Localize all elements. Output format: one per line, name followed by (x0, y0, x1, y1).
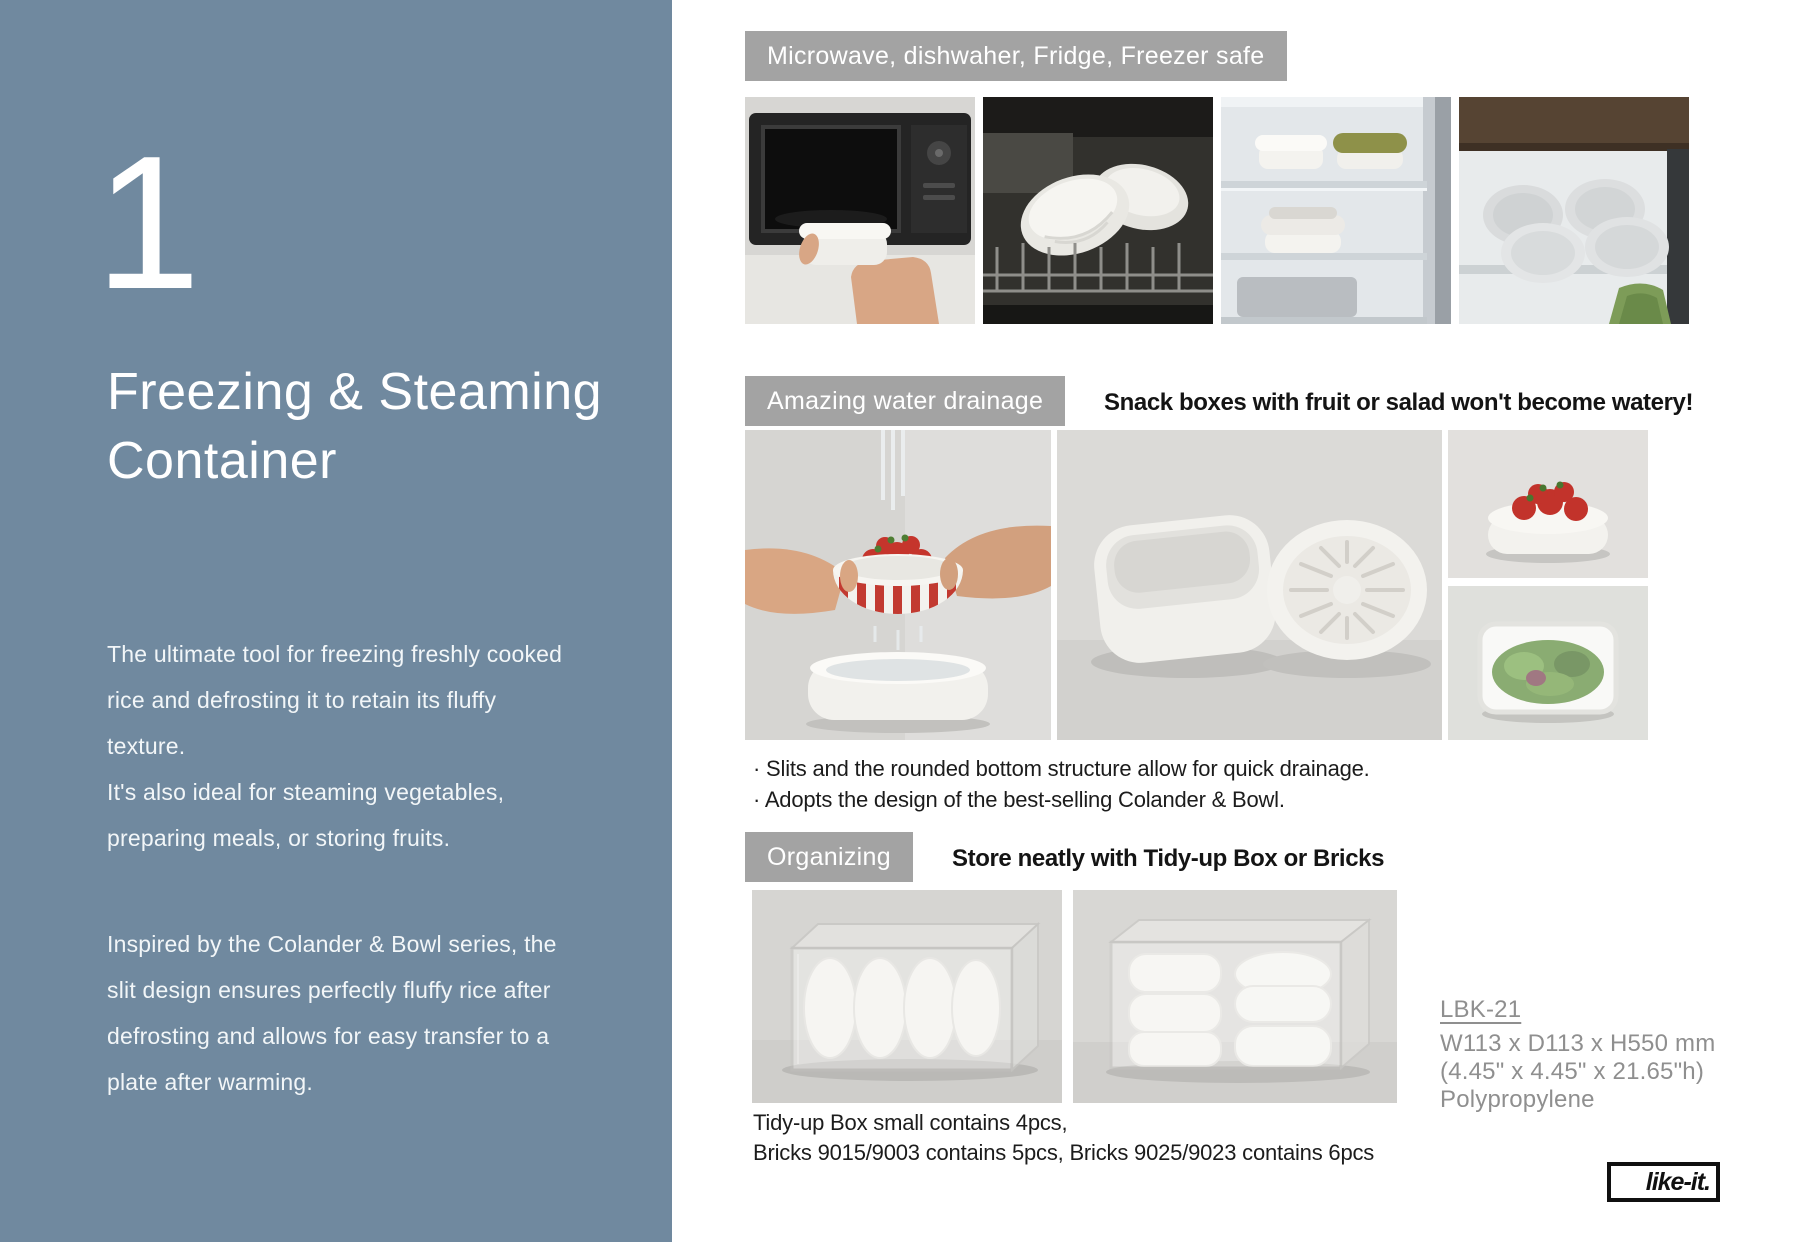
photo-dishwasher (983, 97, 1213, 324)
brand-logo-text: like-it. (1645, 1167, 1710, 1196)
page-title: Freezing & Steaming Container (107, 363, 603, 490)
drainage-banner: Amazing water drainage (745, 376, 1065, 426)
product-material: Polypropylene (1440, 1086, 1595, 1113)
organizing-banner: Organizing (745, 832, 913, 882)
bowl-colander-illustration (1057, 430, 1442, 740)
drainage-bullets: · Slits and the rounded bottom structure allow for quick drainage. · Adopts the design of the best-selling Colander & Bowl. (753, 756, 1370, 812)
photo-bowl-and-colander (1057, 430, 1442, 740)
photo-microwave (745, 97, 975, 324)
safety-banner: Microwave, dishwaher, Fridge, Freezer safe (745, 31, 1287, 81)
drainage-headline: Snack boxes with fruit or salad won't become watery! (1104, 389, 1694, 416)
freezer-illustration (1459, 97, 1689, 324)
photo-fridge (1221, 97, 1451, 324)
rinsing-illustration (745, 430, 1051, 740)
photo-freezer (1459, 97, 1689, 324)
tidy-up-box-illustration (752, 890, 1062, 1103)
bricks-box-illustration (1073, 890, 1397, 1103)
organizing-caption: Tidy-up Box small contains 4pcs, Bricks 9015/9003 contains 5pcs, Bricks 9025/9023 contains 6pcs (753, 1110, 1375, 1165)
fridge-illustration (1221, 97, 1451, 324)
product-sku: LBK-21 (1440, 996, 1522, 1023)
brand-logo (1607, 1162, 1720, 1202)
photo-strawberries-bowl (1448, 430, 1648, 578)
photo-rinsing-colander (745, 430, 1051, 740)
sidebar (0, 0, 672, 1242)
product-dimensions-inches: (4.45" x 4.45" x 21.65"h) (1440, 1058, 1705, 1085)
product-dimensions-mm: W113 x D113 x H550 mm (1440, 1030, 1716, 1057)
section-number: 1 (95, 117, 201, 329)
intro-paragraph: The ultimate tool for freezing freshly cooked rice and defrosting it to retain its fluffy texture. It's also ideal for steaming vegetables, preparing meals, or storing fruits. (107, 641, 563, 851)
photo-bricks-box (1073, 890, 1397, 1103)
organizing-headline: Store neatly with Tidy-up Box or Bricks (952, 845, 1385, 872)
microwave-illustration (745, 97, 975, 324)
dishwasher-illustration (983, 97, 1213, 324)
strawberries-illustration (1448, 430, 1648, 578)
photo-salad-container (1448, 586, 1648, 740)
product-info (1440, 996, 1715, 1114)
salad-illustration (1448, 586, 1648, 740)
photo-tidy-up-box (752, 890, 1062, 1103)
inspiration-paragraph: Inspired by the Colander & Bowl series, the slit design ensures perfectly fluffy rice after defrosting and allows for easy transfer to a plate after warming. (107, 931, 557, 1095)
